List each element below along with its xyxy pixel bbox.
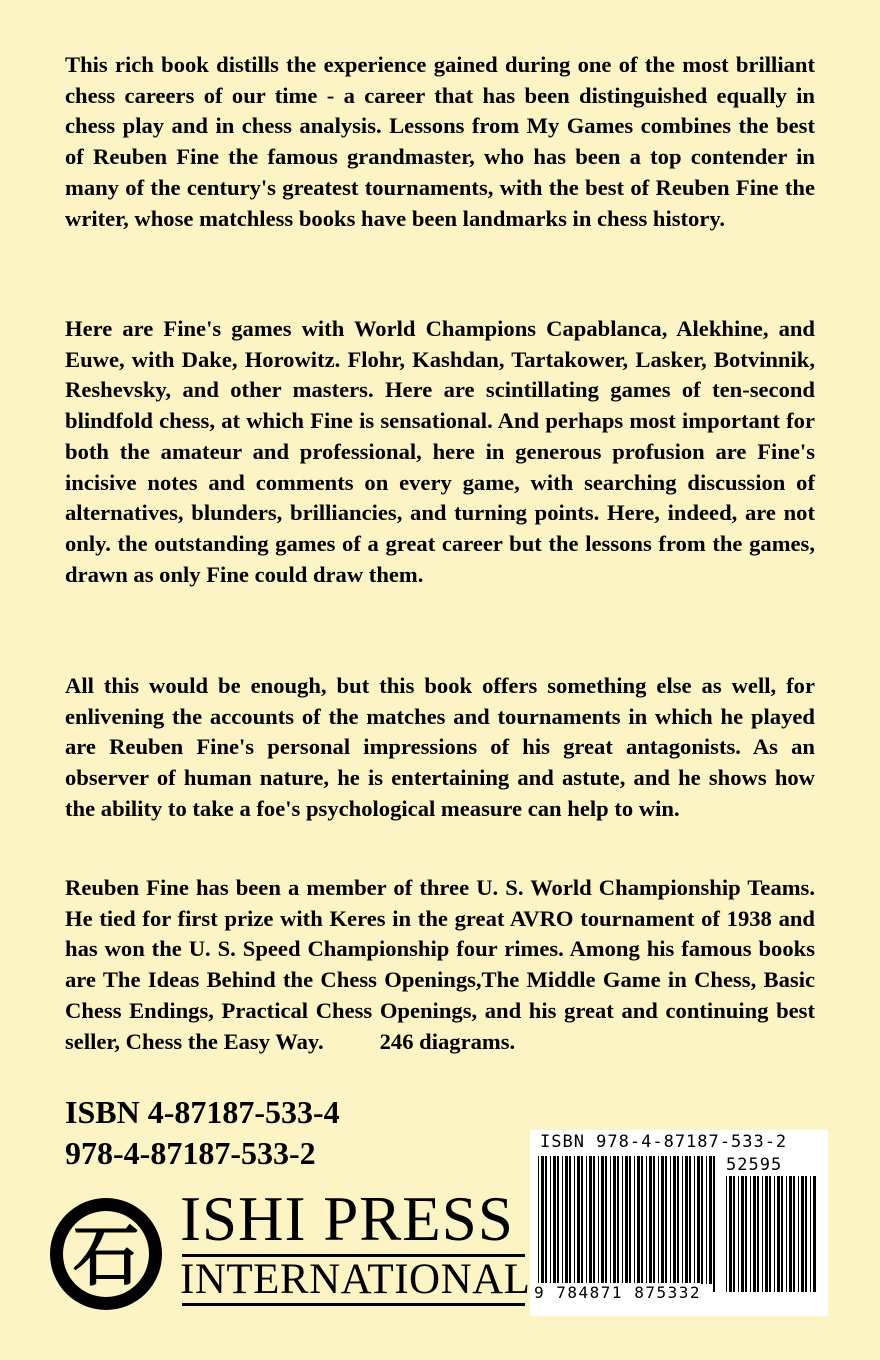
barcode-bar	[733, 1176, 735, 1292]
barcode-price-code: 52595	[726, 1155, 783, 1175]
barcode-bar	[697, 1156, 700, 1284]
barcode-bar	[745, 1176, 747, 1292]
addon-barcode-bars	[726, 1176, 816, 1292]
barcode-bar	[777, 1176, 780, 1292]
barcode-bar	[629, 1156, 631, 1284]
barcode-bar	[673, 1156, 676, 1284]
isbn-13: 978-4-87187-533-2	[65, 1135, 316, 1171]
barcode-bar	[649, 1156, 652, 1284]
barcode-bar	[769, 1176, 771, 1292]
barcode-bar	[753, 1176, 756, 1292]
publisher-subtitle: INTERNATIONAL	[180, 1256, 531, 1303]
barcode-bar	[793, 1176, 795, 1292]
publisher-name: ISHI PRESS	[180, 1184, 514, 1254]
barcode-bar	[694, 1156, 695, 1284]
barcode-bar	[706, 1156, 707, 1284]
barcode-bar	[569, 1156, 571, 1284]
barcode-bar	[741, 1176, 744, 1292]
description-paragraph-2: Here are Fine's games with World Champions Capablanca, Alekhine, and Euwe, with Dake, Horowitz. Flohr, Kashdan, Tartakower, Lasker, Botvinnik, Reshevsky, and other masters. Here are scintillating games of ten-second blindfold chess, at which Fine is sensational. And perhaps most important for both the amateur and professional, here in generous profusion are Fine's incisive notes and comments on every game, with searching discussion of alternatives, blunders, brilliancies, and turning points. Here, indeed, are not only. the outstanding games of a great career but the lessons from the games, drawn as only Fine could draw them.	[65, 316, 815, 587]
barcode-bar	[750, 1176, 751, 1292]
barcode-bar	[562, 1156, 563, 1284]
barcode-bar	[617, 1156, 619, 1284]
barcode-bar	[653, 1156, 655, 1284]
barcode-bar	[634, 1156, 635, 1284]
barcode-bar	[545, 1156, 547, 1292]
barcode-bar	[646, 1156, 647, 1284]
author-bio-paragraph	[65, 873, 815, 1057]
barcode-bar	[689, 1156, 691, 1284]
barcode-bar	[605, 1156, 607, 1284]
publisher-underline	[182, 1303, 525, 1306]
barcode-bar	[613, 1156, 616, 1284]
barcode-bar	[577, 1156, 580, 1284]
logo-glyph: 石	[73, 1218, 139, 1295]
barcode-bar	[622, 1156, 623, 1284]
diagram-count: 246 diagrams.	[379, 1028, 516, 1054]
author-bio-text: Reuben Fine has been a member of three U. S. World Championship Teams. He tied for first prize with Keres in the great AVRO tournament of 1938 and has won the U. S. Speed Championship four rimes. Among his famous books are The Ideas Behind the Chess Openings,The Middle Game in Chess, Basic Chess Endings, Practical Chess Openings, and his great and continuing best seller, Chess the Easy Way.	[65, 875, 815, 1054]
barcode-bar	[565, 1156, 568, 1284]
barcode-bar	[625, 1156, 628, 1284]
barcode-bar	[550, 1156, 551, 1284]
isbn-10: ISBN 4-87187-533-4	[65, 1094, 340, 1130]
ishi-press-logo-icon	[47, 1195, 165, 1313]
barcode-bar	[677, 1156, 679, 1284]
barcode-bar	[581, 1156, 583, 1284]
barcode-bar	[641, 1156, 643, 1284]
barcode-bar	[574, 1156, 575, 1284]
barcode-bar	[593, 1156, 595, 1292]
barcode-bar	[665, 1156, 667, 1284]
barcode-bar	[762, 1176, 763, 1292]
barcode-bar	[709, 1156, 712, 1284]
barcode-bar	[813, 1176, 816, 1292]
barcode-bar	[738, 1176, 739, 1292]
barcode-bar	[538, 1156, 539, 1292]
barcode-bar	[553, 1156, 556, 1284]
barcode-bar	[541, 1156, 544, 1292]
barcode-bar	[701, 1156, 703, 1284]
barcode-digits: 9 784871 875332	[534, 1283, 701, 1302]
barcode-isbn-text: ISBN 978-4-87187-533-2	[540, 1132, 788, 1152]
barcode-bar	[670, 1156, 671, 1284]
barcode-bar	[610, 1156, 611, 1284]
barcode-bar	[682, 1156, 683, 1284]
barcode-bar	[798, 1176, 799, 1292]
barcode-bar	[757, 1176, 759, 1292]
barcode-bar	[765, 1176, 768, 1292]
barcode-bar	[729, 1176, 732, 1292]
barcode-bar	[781, 1176, 783, 1292]
barcode-bar	[589, 1156, 592, 1284]
barcode-bar	[685, 1156, 688, 1284]
barcode	[530, 1130, 828, 1316]
barcode-bar	[713, 1156, 715, 1292]
barcode-bar	[786, 1176, 787, 1292]
description-paragraph-3: All this would be enough, but this book offers something else as well, for enlivening the accounts of the matches and tournaments in which he played are Reuben Fine's personal impressions of his great antagonists. As an observer of human nature, he is entertaining and astute, and he shows how the ability to take a foe's psychological measure can help to win.	[65, 673, 815, 821]
barcode-bar	[726, 1176, 727, 1292]
ean-barcode-bars	[538, 1156, 720, 1292]
barcode-bar	[637, 1156, 640, 1284]
barcode-bar	[598, 1156, 599, 1292]
barcode-bar	[810, 1176, 811, 1292]
barcode-bar	[805, 1176, 807, 1292]
barcode-bar	[661, 1156, 664, 1284]
barcode-bar	[586, 1156, 587, 1284]
barcode-bar	[658, 1156, 659, 1284]
barcode-bar	[774, 1176, 775, 1292]
barcode-bar	[601, 1156, 604, 1284]
barcode-bar	[557, 1156, 559, 1284]
barcode-bar	[801, 1176, 804, 1292]
barcode-bar	[789, 1176, 792, 1292]
description-paragraph-1: This rich book distills the experience gained during one of the most brilliant chess careers of our time - a career that has been distinguished equally in chess play and in chess analysis. Lessons from My Games combines the best of Reuben Fine the famous grandmaster, who has been a top contender in many of the century's greatest tournaments, with the best of Reuben Fine the writer, whose matchless books have been landmarks in chess history.	[65, 52, 815, 231]
